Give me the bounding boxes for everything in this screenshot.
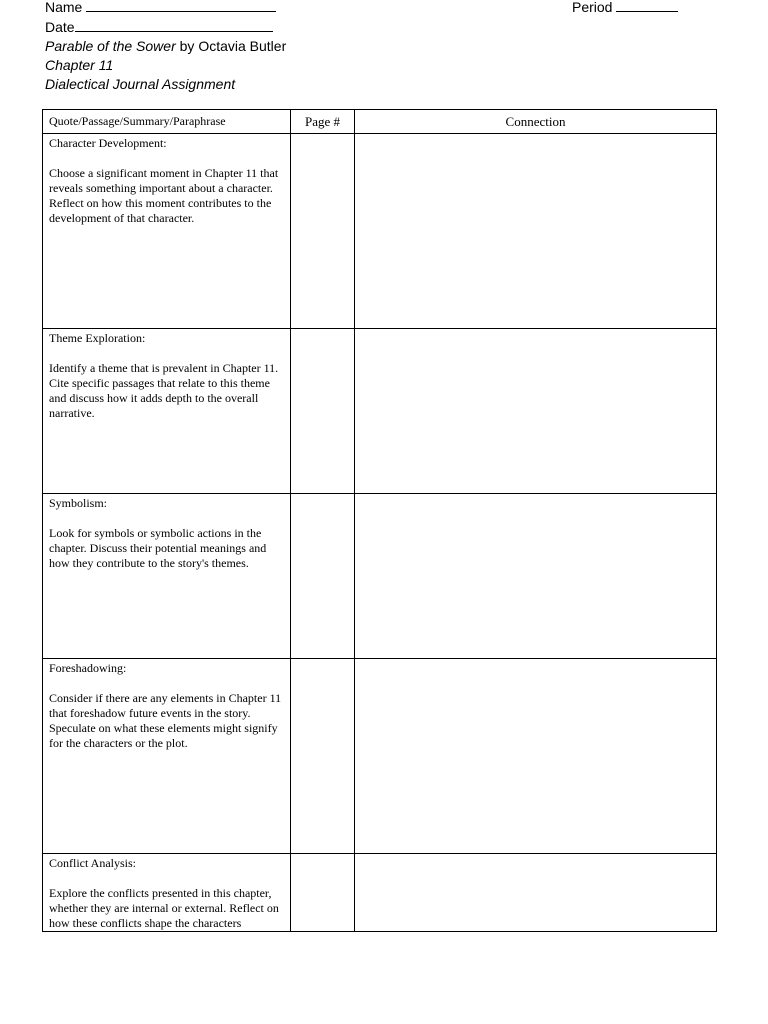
page-cell[interactable] <box>291 134 355 329</box>
column-header-connection: Connection <box>355 110 717 134</box>
connection-cell[interactable] <box>355 134 717 329</box>
table-row <box>43 494 717 659</box>
period-label: Period <box>572 0 613 15</box>
assignment-title: Dialectical Journal Assignment <box>45 76 236 92</box>
journal-table <box>42 109 717 932</box>
prompt-description: Identify a theme that is prevalent in Chapter 11. Cite specific passages that relate to this theme and discuss how it adds depth to the overall narrative. <box>49 361 279 420</box>
prompt-title: Conflict Analysis: <box>49 856 136 870</box>
connection-cell[interactable] <box>355 659 717 854</box>
connection-cell[interactable] <box>355 854 717 932</box>
page-cell[interactable] <box>291 329 355 494</box>
name-label: Name <box>45 0 83 15</box>
prompt-cell <box>43 329 291 494</box>
table-header-row <box>43 110 717 134</box>
book-line <box>45 37 286 56</box>
page-cell[interactable] <box>291 659 355 854</box>
prompt-description: Choose a significant moment in Chapter 11 that reveals something important about a character. Reflect on how this moment contributes to the development of that character. <box>49 166 279 225</box>
chapter-label: Chapter 11 <box>45 57 114 73</box>
connection-cell[interactable] <box>355 494 717 659</box>
date-line <box>45 18 273 37</box>
date-label: Date <box>45 19 75 35</box>
prompt-title: Symbolism: <box>49 496 108 510</box>
period-line <box>572 0 678 17</box>
page-cell[interactable] <box>291 854 355 932</box>
prompt-title: Theme Exploration: <box>49 331 146 345</box>
table-row <box>43 854 717 932</box>
prompt-description: Look for symbols or symbolic actions in the chapter. Discuss their potential meanings and how they contribute to the story's themes. <box>49 526 267 570</box>
page-cell[interactable] <box>291 494 355 659</box>
table-row <box>43 329 717 494</box>
period-blank[interactable] <box>616 0 678 12</box>
prompt-description: Consider if there are any elements in Chapter 11 that foreshadow future events in the story. Speculate on what these elements might signify for the characters or the plot. <box>49 691 282 750</box>
name-blank[interactable] <box>86 0 276 12</box>
prompt-cell <box>43 854 291 932</box>
date-blank[interactable] <box>75 18 273 32</box>
prompt-cell <box>43 659 291 854</box>
column-header-quote: Quote/Passage/Summary/Paraphrase <box>43 110 291 134</box>
table-row <box>43 134 717 329</box>
prompt-title: Character Development: <box>49 136 167 150</box>
connection-cell[interactable] <box>355 329 717 494</box>
name-line <box>45 0 276 17</box>
prompt-description: Explore the conflicts presented in this chapter, whether they are internal or external. Reflect on how these conflicts shape the characters <box>49 886 279 930</box>
prompt-cell <box>43 134 291 329</box>
book-author: by Octavia Butler <box>175 38 287 54</box>
prompt-title: Foreshadowing: <box>49 661 127 675</box>
table-row <box>43 659 717 854</box>
prompt-cell <box>43 494 291 659</box>
book-title: Parable of the Sower <box>45 38 176 54</box>
column-header-page: Page # <box>291 110 355 134</box>
